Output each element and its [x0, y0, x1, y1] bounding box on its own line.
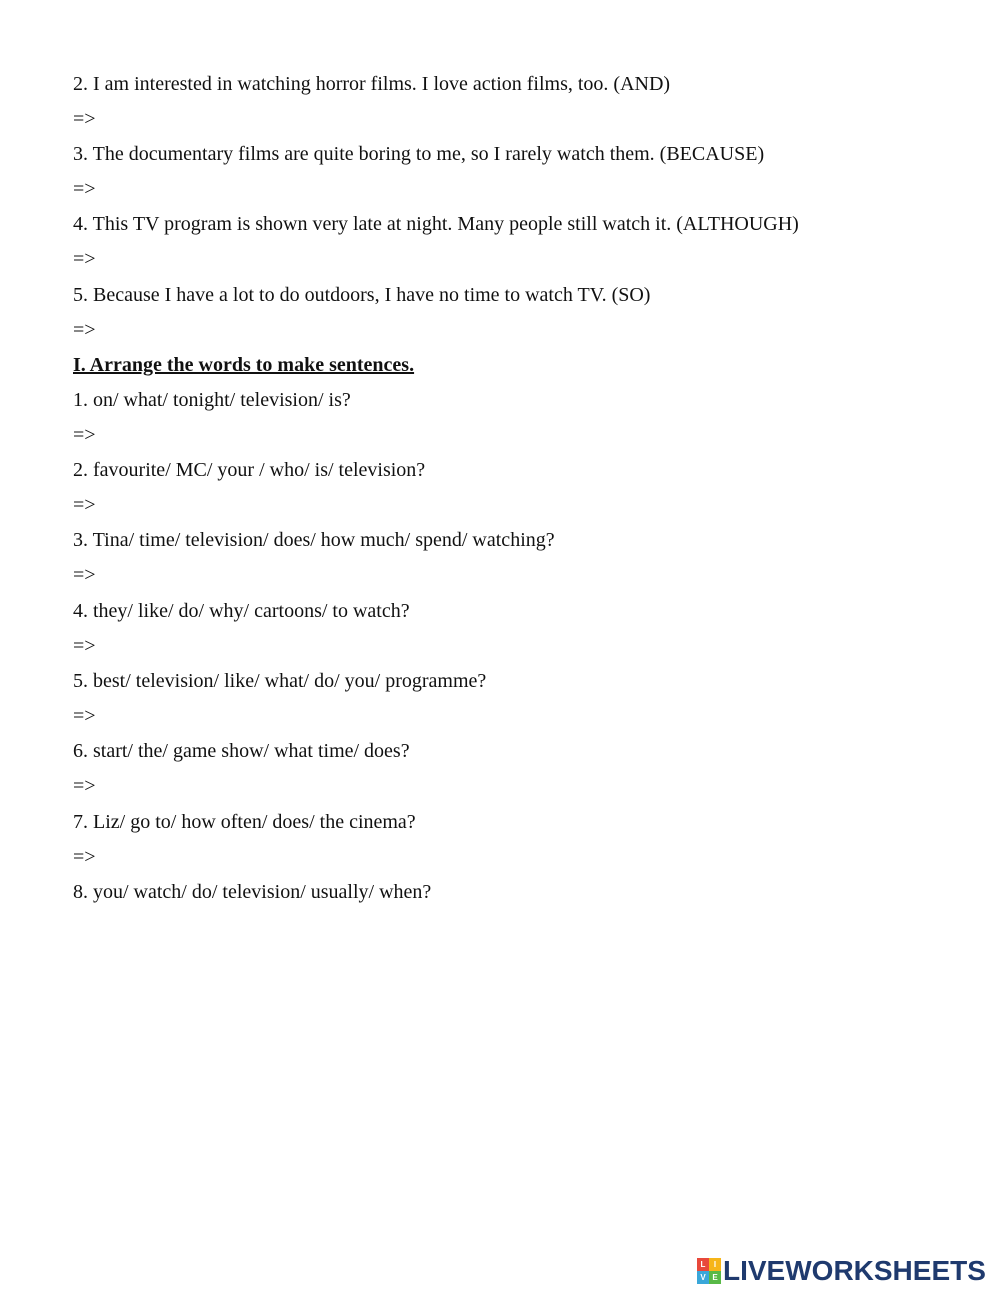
logo-mark-letter: E: [709, 1271, 721, 1284]
arrange-question-1: 1. on/ what/ tonight/ television/ is?: [73, 389, 351, 411]
answer-prompt: =>: [73, 846, 96, 868]
prev-question-2: 2. I am interested in watching horror films. I love action films, too. (AND): [73, 73, 671, 95]
logo-mark-letter: V: [697, 1271, 709, 1284]
arrange-question-8: 8. you/ watch/ do/ television/ usually/ when?: [73, 881, 432, 903]
arrange-question-7: 7. Liz/ go to/ how often/ does/ the cinema?: [73, 811, 416, 833]
arrange-question-5: 5. best/ television/ like/ what/ do/ you/ programme?: [73, 670, 487, 692]
logo-mark-letter: I: [709, 1258, 721, 1271]
answer-prompt: =>: [73, 494, 96, 516]
logo-mark-icon: [697, 1258, 721, 1284]
answer-prompt: =>: [73, 319, 96, 341]
logo-text: LIVEWORKSHEETS: [723, 1255, 986, 1286]
arrange-question-2: 2. favourite/ MC/ your / who/ is/ television?: [73, 459, 426, 481]
arrange-question-4: 4. they/ like/ do/ why/ cartoons/ to watch?: [73, 600, 410, 622]
answer-prompt: =>: [73, 775, 96, 797]
logo-mark-letter: L: [697, 1258, 709, 1271]
prev-question-3: 3. The documentary films are quite boring to me, so I rarely watch them. (BECAUSE): [73, 143, 765, 165]
arrange-question-3: 3. Tina/ time/ television/ does/ how much/ spend/ watching?: [73, 529, 555, 551]
answer-prompt: =>: [73, 705, 96, 727]
liveworksheets-logo: [697, 1256, 986, 1286]
section-heading: I. Arrange the words to make sentences.: [73, 354, 415, 376]
answer-prompt: =>: [73, 248, 96, 270]
answer-prompt: =>: [73, 424, 96, 446]
answer-prompt: =>: [73, 635, 96, 657]
prev-question-4: 4. This TV program is shown very late at night. Many people still watch it. (ALTHOUGH): [73, 213, 799, 235]
answer-prompt: =>: [73, 178, 96, 200]
answer-prompt: =>: [73, 564, 96, 586]
answer-prompt: =>: [73, 108, 96, 130]
arrange-question-6: 6. start/ the/ game show/ what time/ does?: [73, 740, 410, 762]
prev-question-5: 5. Because I have a lot to do outdoors, I have no time to watch TV. (SO): [73, 284, 651, 306]
